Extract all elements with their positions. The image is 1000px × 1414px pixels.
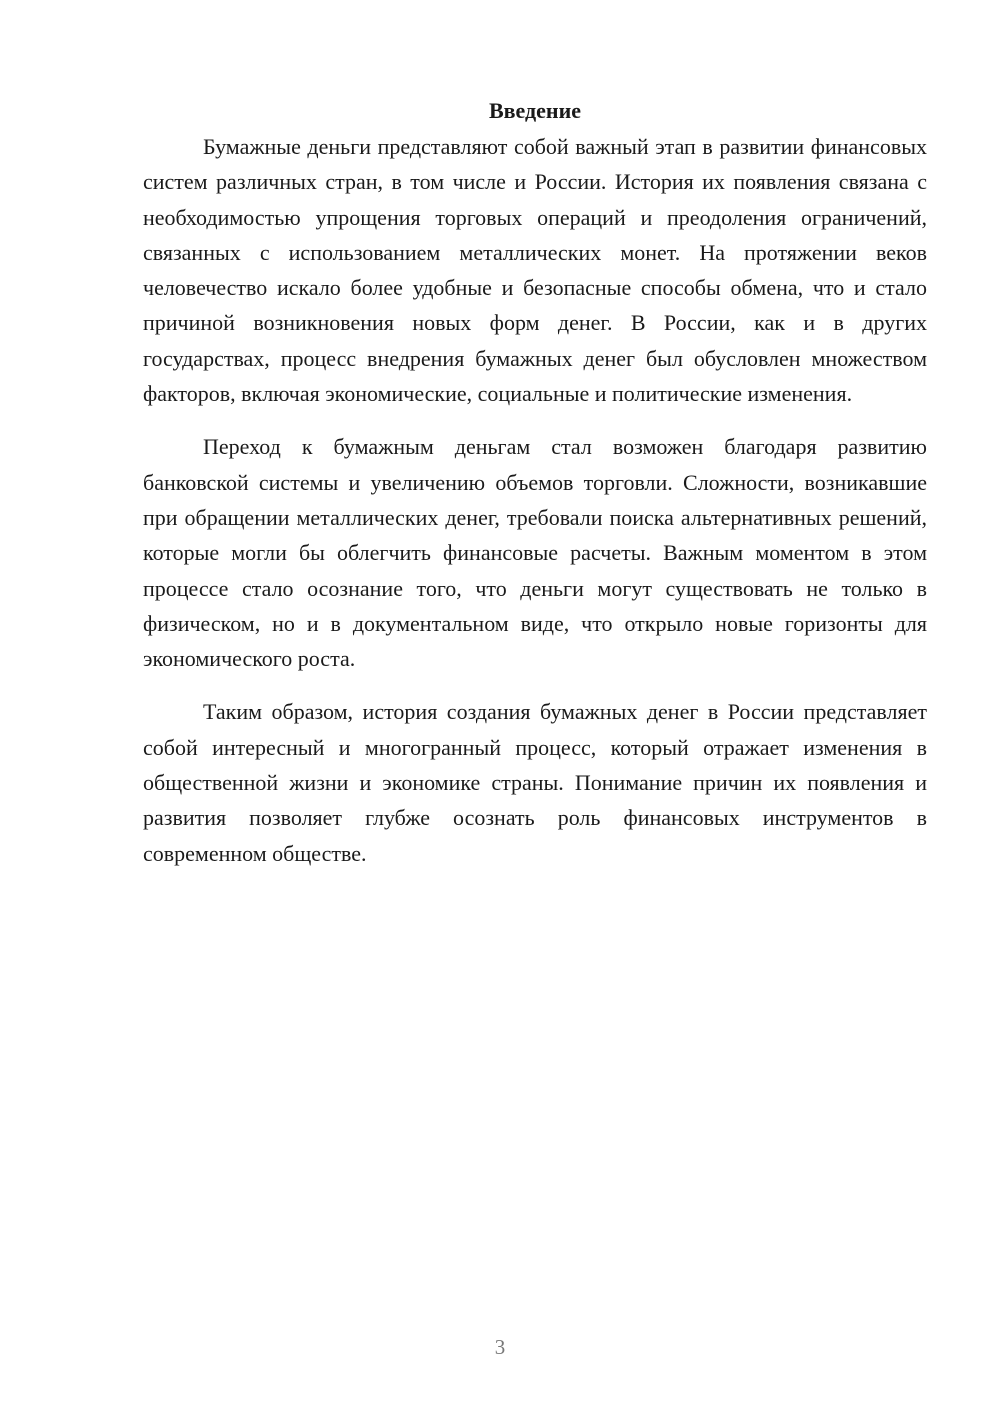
paragraph-3: Таким образом, история создания бумажных денег в России представляет собой интересный и многогранный процесс, который отражает изменения в общественной жизни и экономике страны. Понимание причин их появления и развития позволяет глубже осознать роль финансовых инструментов в современном обществе. (143, 699, 927, 866)
section-heading: Введение (488, 98, 582, 123)
page-number: 3 (494, 1335, 506, 1359)
paragraph-1: Бумажные деньги представляют собой важный этап в развитии финансовых систем различных стран, в том числе и России. История их появления связана с необходимостью упрощения торговых операций и преодоления ограничений, связанных с использованием металлических монет. На протяжении веков человечество искало более удобные и безопасные способы обмена, что и стало причиной возникновения новых форм денег. В России, как и в других государствах, процесс внедрения бумажных денег был обусловлен множеством факторов, включая экономические, социальные и политические изменения. (143, 134, 927, 407)
paragraph-2: Переход к бумажным деньгам стал возможен благодаря развитию банковской системы и увеличению объемов торговли. Сложности, возникавшие при обращении металлических денег, требовали поиска альтернативных решений, которые могли бы облегчить финансовые расчеты. Важным моментом в этом процессе стало осознание того, что деньги могут существовать не только в физическом, но и в документальном виде, что открыло новые горизонты для экономического роста. (143, 434, 927, 672)
page-content (143, 93, 927, 889)
